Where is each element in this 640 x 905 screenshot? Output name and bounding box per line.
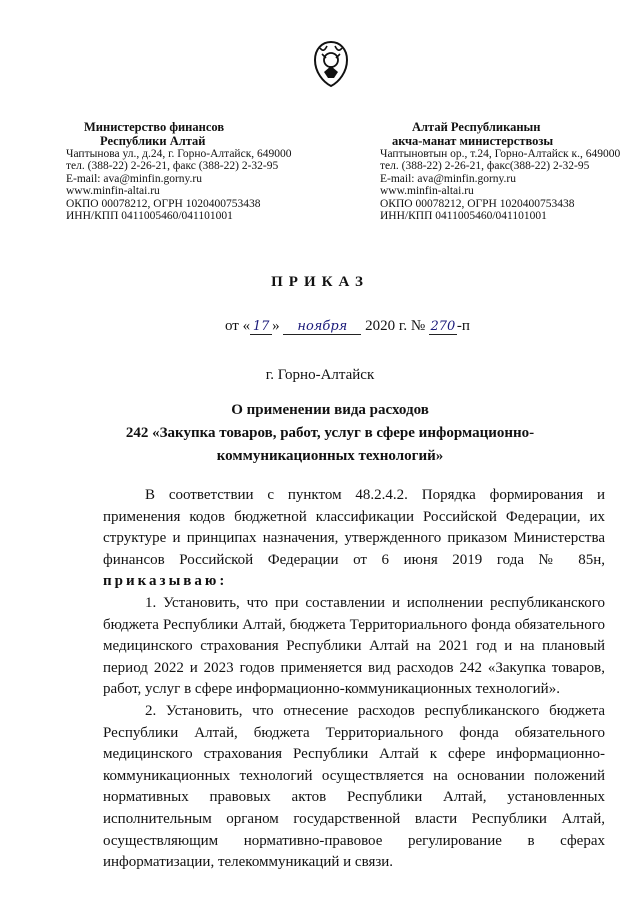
email: E-mail: ava@minfin.gorny.ru xyxy=(380,172,516,185)
subject-line-1: О применении вида расходов xyxy=(231,402,429,418)
email: E-mail: ava@minfin.gorny.ru xyxy=(66,172,202,185)
order-year: 2020 г. № xyxy=(365,318,426,334)
phone: тел. (388-22) 2-26-21, факс (388-22) 2-32-95 xyxy=(66,160,279,173)
header-right xyxy=(380,120,635,222)
order-subject xyxy=(105,399,555,468)
website: www.minfin-altai.ru xyxy=(380,185,474,198)
order-prefix: от « xyxy=(225,318,251,334)
inn: ИНН/КПП 0411005460/041101001 xyxy=(380,210,547,223)
order-number: 270 xyxy=(430,319,456,334)
city: г. Горно-Алтайск xyxy=(265,367,375,383)
org-name-alt-line2: акча-манат министерствозы xyxy=(392,134,554,148)
order-date-number xyxy=(225,318,470,335)
paragraph-preamble xyxy=(103,485,605,593)
org-name-alt: Алтай Республиканын xyxy=(412,120,541,134)
org-name-ru-line2: Республики Алтай xyxy=(100,134,206,148)
preamble-text: В соответствии с пунктом 48.2.4.2. Порядка формирования и применения кодов бюджетной классификации Российской Федерации, их структуре и принципах назначения, утвержденного приказом Министерства финансов Российской Федерации от 6 июня 2019 года № 85н, xyxy=(103,487,605,568)
org-name-ru: Министерство финансов xyxy=(84,120,225,134)
okpo: ОКПО 00078212, ОГРН 1020400753438 xyxy=(380,197,575,210)
address: Чаптынова ул., д.24, г. Горно-Алтайск, 649000 xyxy=(66,148,292,160)
okpo: ОКПО 00078212, ОГРН 1020400753438 xyxy=(66,197,261,210)
subject-line-3: коммуникационных технологий» xyxy=(216,448,444,464)
website: www.minfin-altai.ru xyxy=(66,185,160,198)
paragraph-item-2: 2. Установить, что отнесение расходов республиканского бюджета Республики Алтай, бюджета Территориального фонда обязательного медицинского страхования Республики Алтай к сфере информационно-коммуникационных технологий осуществляется на основании положений нормативных правовых актов Республики Алтай, установленных исполнительным органом государственной власти Республики Алтай, осуществляющим нормативно-правовое регулирование в сферах информатизации, телекоммуникаций и связи. xyxy=(103,702,605,871)
order-directive: приказываю: xyxy=(103,573,228,590)
address: Чаптыновтын ор., т.24, Горно-Алтайск к., 649000 xyxy=(380,148,621,160)
inn: ИНН/КПП 0411005460/041101001 xyxy=(66,210,233,223)
phone: тел. (388-22) 2-26-21, факс(388-22) 2-32-95 xyxy=(380,160,590,173)
order-quote-close: » xyxy=(272,318,280,334)
paragraph-item-1: 1. Установить, что при составлении и исполнении республиканского бюджета Республики Алтай, бюджета Территориального фонда обязательного медицинского страхования Республики Алтай на 2021 год и на плановый период 2022 и 2023 годов применяется вид расходов 242 «Закупка товаров, работ, услуг в сфере информационно-коммуникационных технологий». xyxy=(103,594,605,698)
order-day: 17 xyxy=(250,319,272,335)
coat-of-arms-icon xyxy=(310,40,352,88)
order-suffix: -п xyxy=(456,318,470,334)
subject-line-2: 242 «Закупка товаров, работ, услуг в сфере информационно- xyxy=(125,425,535,441)
header-left xyxy=(66,120,326,222)
order-month: ноября xyxy=(283,319,361,335)
document-title: ПРИКАЗ xyxy=(271,274,369,290)
order-body xyxy=(103,485,605,874)
